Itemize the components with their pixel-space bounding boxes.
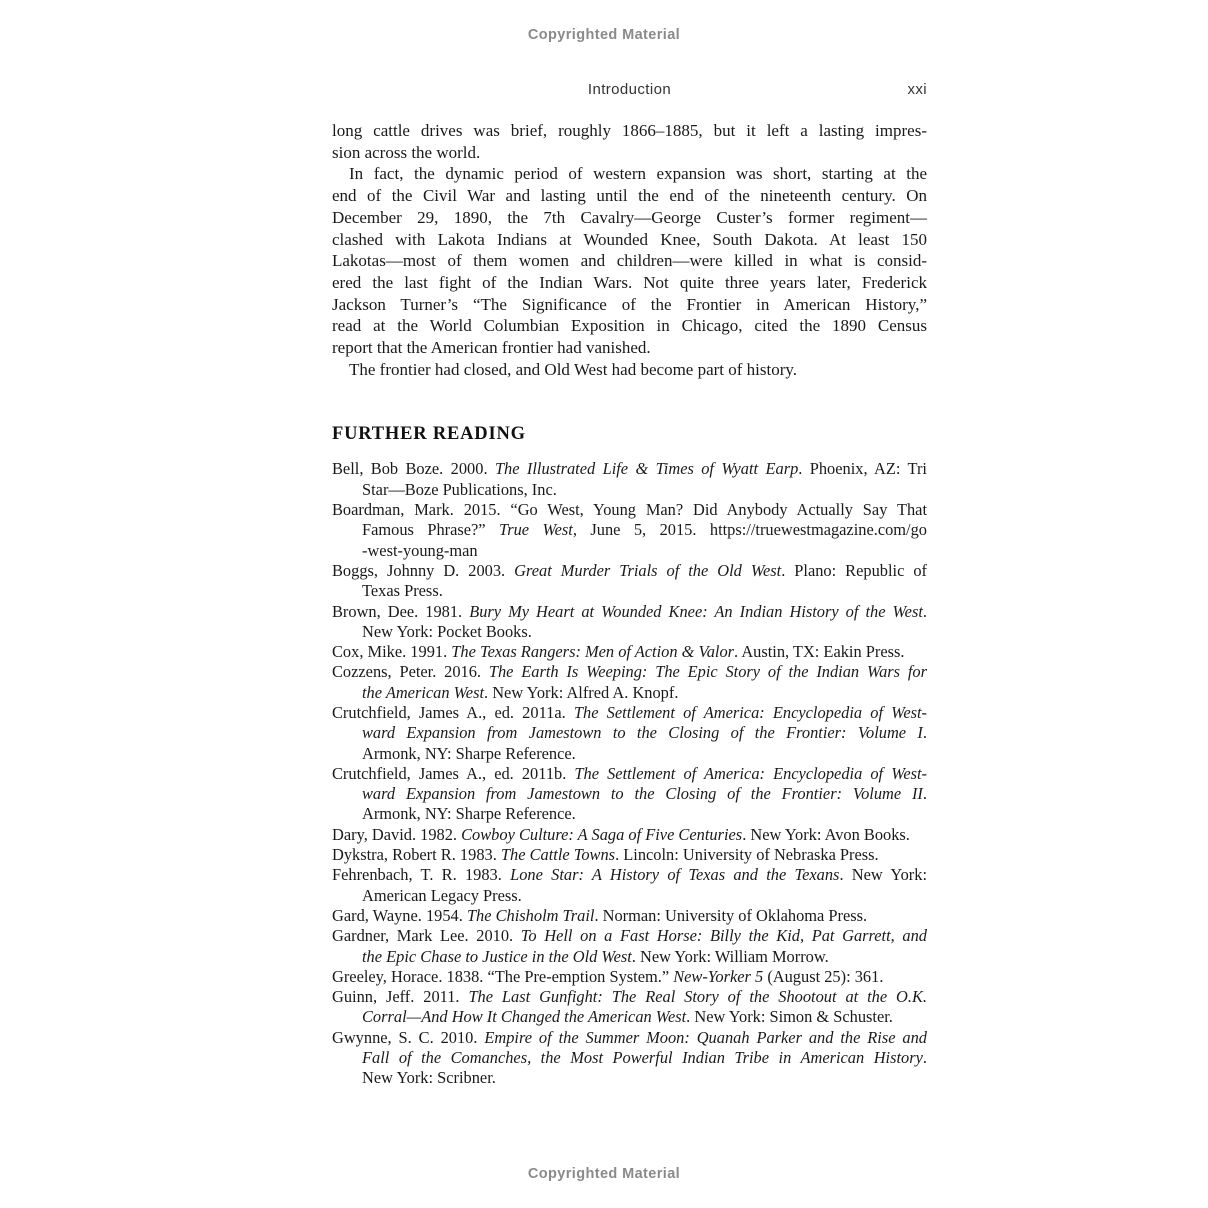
reference-line (332, 581, 927, 601)
reference-line (332, 500, 927, 520)
reference-text: -west-young-man (362, 540, 478, 560)
reference-text: Gwynne, S. C. 2010. (332, 1027, 485, 1047)
reference-text: . Norman: University of Oklahoma Press. (594, 905, 868, 925)
reference-line (332, 845, 927, 865)
reference-line (332, 804, 927, 824)
reference-line (332, 886, 927, 906)
reference-title-italic: the Epic Chase to Justice in the Old West (362, 946, 632, 966)
reference-title-italic: The Settlement of America: Encyclopedia of West- (573, 703, 927, 722)
reference-text: American Legacy Press. (362, 885, 522, 905)
reference-title-italic: the American West (362, 682, 485, 702)
reference-text: Texas Press. (362, 581, 443, 601)
reference-line (332, 642, 927, 662)
reference-text: Crutchfield, James A., ed. 2011b. (332, 763, 575, 783)
running-header (332, 81, 927, 98)
reference-text: Bell, Bob Boze. 2000. (332, 459, 495, 479)
chapter-title: Introduction (587, 81, 672, 98)
reference-title-italic: The Texas Rangers: Men of Action & Valor (451, 642, 735, 662)
reference-text: Boggs, Johnny D. 2003. (332, 560, 515, 580)
further-reading-heading: FURTHER READING (332, 424, 526, 445)
body-text-line: In fact, the dynamic period of western expansion was short, starting at the (349, 164, 927, 184)
reference-line (332, 947, 927, 967)
reference-title-italic: The Cattle Towns (500, 845, 616, 865)
reference-text: Guinn, Jeff. 2011. (332, 987, 469, 1007)
body-text-line: read at the World Columbian Exposition in Chicago, cited the 1890 Census (332, 316, 927, 336)
body-text-line: long cattle drives was brief, roughly 1866–1885, but it left a lasting impres- (332, 121, 927, 140)
reference-line (332, 1068, 927, 1088)
reference-text: Famous Phrase?” (362, 520, 500, 540)
reference-text: Crutchfield, James A., ed. 2011a. (332, 703, 574, 722)
body-text-line: Lakotas—most of them women and children—were killed in what is consid- (332, 251, 927, 271)
reference-text: . Phoenix, AZ: Tri (798, 459, 927, 479)
reference-line (332, 561, 927, 581)
reference-title-italic: Great Murder Trials of the Old West (514, 560, 782, 580)
reference-title-italic: The Last Gunfight: The Real Story of the Shootout at the O.K. (468, 987, 927, 1007)
reference-line (332, 602, 927, 622)
reference-text: . New York: William Morrow. (631, 946, 829, 966)
reference-line (332, 1028, 927, 1048)
reference-text: Gard, Wayne. 1954. (332, 905, 467, 925)
copyright-banner-top: Copyrighted Material (527, 27, 681, 43)
page-number: xxi (907, 81, 927, 98)
reference-text: Dary, David. 1982. (332, 824, 462, 844)
reference-text: . (922, 601, 927, 621)
reference-text: . (922, 1048, 927, 1068)
further-reading-list (332, 459, 927, 1088)
reference-line (332, 784, 927, 804)
text-block (332, 120, 927, 1089)
body-text-line: Jackson Turner’s “The Significance of the Frontier in American History,” (332, 294, 927, 314)
reference-title-italic: To Hell on a Fast Horse: Billy the Kid, Pat Garrett, and (520, 926, 928, 946)
reference-text: Cox, Mike. 1991. (332, 642, 452, 662)
reference-line (332, 926, 927, 946)
reference-text: Dykstra, Robert R. 1983. (332, 845, 501, 865)
copyright-banner-bottom: Copyrighted Material (527, 1166, 681, 1182)
reference-line (332, 906, 927, 926)
reference-text: . New York: (839, 865, 928, 885)
reference-line (332, 703, 927, 723)
reference-title-italic: Corral—And How It Changed the American West (362, 1007, 687, 1027)
reference-line (332, 987, 927, 1007)
body-text-line: sion across the world. (332, 142, 481, 162)
reference-text: Cozzens, Peter. 2016. (332, 662, 489, 682)
reference-text: New York: Pocket Books. (362, 621, 532, 641)
reference-title-italic: The Illustrated Life & Times of Wyatt Earp (494, 459, 799, 479)
reference-text: Star—Boze Publications, Inc. (362, 479, 557, 499)
reference-line (332, 683, 927, 703)
intro-paragraphs (332, 120, 927, 380)
reference-title-italic: Bury My Heart at Wounded Knee: An Indian History of the West (469, 601, 923, 621)
reference-line (332, 865, 927, 885)
reference-text: . (922, 784, 927, 804)
reference-title-italic: Fall of the Comanches, the Most Powerful Indian Tribe in American History (362, 1048, 923, 1068)
reference-text: New York: Scribner. (362, 1068, 496, 1088)
reference-line (332, 662, 927, 682)
reference-text: Fehrenbach, T. R. 1983. (332, 865, 511, 885)
reference-text: . New York: Alfred A. Knopf. (484, 682, 679, 702)
reference-title-italic: ward Expansion from Jamestown to the Closing of the Frontier: Volume I (362, 723, 923, 743)
body-text-line: The frontier had closed, and Old West had become part of history. (349, 359, 798, 379)
reference-title-italic: The Earth Is Weeping: The Epic Story of the Indian Wars for (488, 662, 927, 682)
body-text-line: December 29, 1890, the 7th Cavalry—George Custer’s former regiment— (332, 207, 927, 227)
reference-line (332, 764, 927, 784)
reference-text: Boardman, Mark. 2015. “Go West, Young Man? Did Anybody Actually Say That (332, 500, 927, 520)
body-text-line: report that the American frontier had vanished. (332, 338, 651, 358)
reference-text: . Austin, TX: Eakin Press. (734, 642, 905, 662)
reference-text: (August 25): 361. (763, 966, 884, 986)
reference-text: . New York: Avon Books. (742, 824, 910, 844)
reference-title-italic: True West (499, 520, 573, 540)
reference-text: . New York: Simon & Schuster. (686, 1007, 893, 1027)
body-text-line: end of the Civil War and lasting until the end of the nineteenth century. On (332, 186, 927, 206)
reference-title-italic: Empire of the Summer Moon: Quanah Parker and the Rise and (484, 1027, 927, 1047)
reference-line (332, 480, 927, 500)
reference-line (332, 1007, 927, 1027)
reference-line (332, 520, 927, 540)
reference-line (332, 744, 927, 764)
reference-title-italic: The Chisholm Trail (466, 905, 595, 925)
reference-line (332, 967, 927, 987)
reference-line (332, 541, 927, 561)
reference-text: Brown, Dee. 1981. (332, 601, 470, 621)
body-text-line: ered the last fight of the Indian Wars. Not quite three years later, Frederick (332, 272, 927, 292)
reference-line (332, 825, 927, 845)
reference-text: Gardner, Mark Lee. 2010. (332, 926, 521, 946)
reference-text: Armonk, NY: Sharpe Reference. (362, 804, 576, 824)
reference-text: . (922, 723, 927, 743)
reference-title-italic: ward Expansion from Jamestown to the Closing of the Frontier: Volume II (362, 784, 923, 804)
reference-text: . Plano: Republic of (781, 560, 928, 580)
reference-title-italic: Cowboy Culture: A Saga of Five Centuries (461, 824, 743, 844)
reference-text: . Lincoln: University of Nebraska Press. (615, 845, 879, 865)
reference-text: , June 5, 2015. https://truewestmagazine.com/go (572, 520, 927, 540)
reference-text: Greeley, Horace. 1838. “The Pre-emption System.” (332, 966, 674, 986)
reference-line (332, 459, 927, 479)
reference-line (332, 622, 927, 642)
reference-line (332, 723, 927, 743)
body-text-line: clashed with Lakota Indians at Wounded Knee, South Dakota. At least 150 (332, 229, 927, 249)
reference-text: Armonk, NY: Sharpe Reference. (362, 743, 576, 763)
reference-line (332, 1048, 927, 1068)
reference-title-italic: New-Yorker 5 (673, 966, 764, 986)
reference-title-italic: The Settlement of America: Encyclopedia of West- (574, 763, 928, 783)
reference-title-italic: Lone Star: A History of Texas and the Texans (510, 865, 840, 885)
